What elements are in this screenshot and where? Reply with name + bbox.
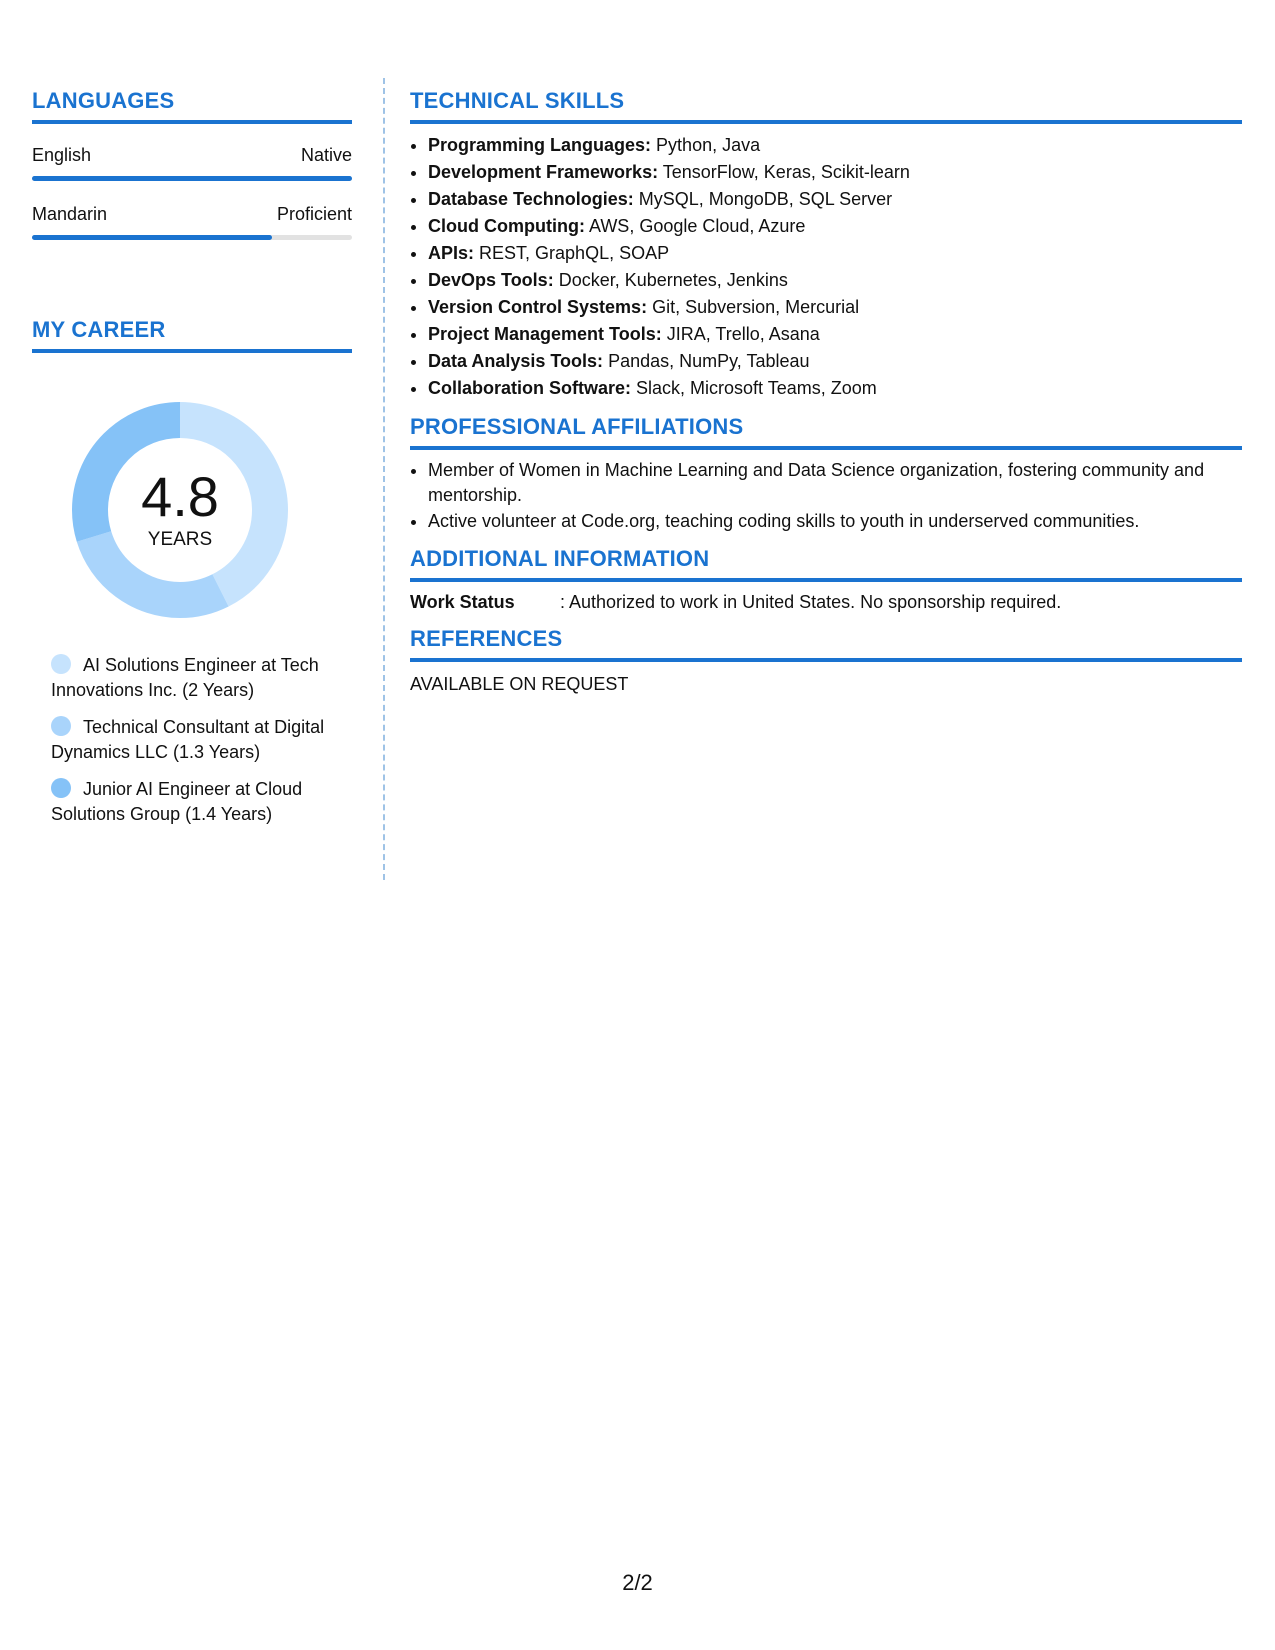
skill-value: Git, Subversion, Mercurial — [652, 297, 860, 317]
skill-value: REST, GraphQL, SOAP — [479, 243, 670, 263]
skill-label: APIs: — [428, 243, 475, 263]
skill-label: Project Management Tools: — [428, 324, 662, 344]
references-section — [410, 626, 1242, 696]
skill-item — [428, 321, 1242, 348]
language-level: Proficient — [276, 204, 352, 224]
skill-value: MySQL, MongoDB, SQL Server — [638, 189, 893, 209]
legend-dot-icon — [51, 778, 71, 798]
career-title: MY CAREER — [32, 317, 352, 353]
work-status-value: : Authorized to work in United States. No sponsorship required. — [560, 592, 1062, 612]
skill-item — [428, 348, 1242, 375]
career-legend-label: AI Solutions Engineer at Tech Innovations Inc. (2 Years) — [51, 655, 319, 700]
career-legend-label: Junior AI Engineer at Cloud Solutions Group (1.4 Years) — [51, 779, 303, 824]
skill-value: JIRA, Trello, Asana — [666, 324, 820, 344]
skill-label: Collaboration Software: — [428, 378, 632, 398]
skill-label: Data Analysis Tools: — [428, 351, 604, 371]
skill-label: Version Control Systems: — [428, 297, 648, 317]
career-legend-item — [51, 653, 351, 703]
language-level: Native — [300, 145, 352, 165]
skill-item — [428, 186, 1242, 213]
affiliation-item: • Member of Women in Machine Learning and Data Science organization, fostering community and mentorship. — [428, 458, 1242, 508]
work-status-label: Work Status — [410, 592, 515, 612]
affiliations-section — [410, 414, 1242, 534]
affiliation-item: • Active volunteer at Code.org, teaching coding skills to youth in underserved communities. — [428, 509, 1242, 534]
skill-value: AWS, Google Cloud, Azure — [588, 216, 806, 236]
technical-skills-title: TECHNICAL SKILLS — [410, 88, 1242, 124]
career-legend-label: Technical Consultant at Digital Dynamics LLC (1.3 Years) — [51, 717, 325, 762]
language-name: English — [32, 145, 92, 165]
skill-item — [428, 375, 1242, 402]
skill-label: Database Technologies: — [428, 189, 634, 209]
career-legend-item — [51, 777, 351, 827]
technical-skills-list — [410, 132, 1242, 402]
language-item — [32, 144, 352, 181]
skill-label: Cloud Computing: — [428, 216, 585, 236]
work-status-row — [410, 590, 1242, 614]
skill-value: Docker, Kubernetes, Jenkins — [558, 270, 788, 290]
career-total-unit: YEARS — [147, 529, 213, 550]
languages-title: LANGUAGES — [32, 88, 352, 124]
skill-value: Python, Java — [656, 135, 761, 155]
career-legend — [51, 653, 351, 827]
career-total-value: 4.8 — [141, 465, 219, 528]
language-proficiency-bar — [32, 176, 352, 181]
references-text: AVAILABLE ON REQUEST — [410, 674, 629, 694]
skill-value: Slack, Microsoft Teams, Zoom — [636, 378, 877, 398]
skill-item — [428, 159, 1242, 186]
page-number: 2/2 — [622, 1570, 653, 1595]
affiliations-list — [410, 458, 1242, 534]
left-column — [32, 88, 352, 839]
language-proficiency-fill — [32, 176, 352, 181]
legend-dot-icon — [51, 654, 71, 674]
affiliations-title: PROFESSIONAL AFFILIATIONS — [410, 414, 1242, 450]
language-name: Mandarin — [32, 204, 108, 224]
career-legend-item — [51, 715, 351, 765]
skill-item — [428, 294, 1242, 321]
additional-info-section — [410, 546, 1242, 614]
right-column — [410, 88, 1242, 696]
skill-item — [428, 213, 1242, 240]
skill-item — [428, 240, 1242, 267]
language-item — [32, 203, 352, 240]
column-divider — [383, 78, 385, 880]
skill-value: TensorFlow, Keras, Scikit-learn — [662, 162, 910, 182]
skill-item — [428, 132, 1242, 159]
skill-label: Development Frameworks: — [428, 162, 659, 182]
references-title: REFERENCES — [410, 626, 1242, 662]
skill-item — [428, 267, 1242, 294]
skill-label: DevOps Tools: — [428, 270, 554, 290]
career-donut-chart — [65, 395, 295, 625]
skill-value: Pandas, NumPy, Tableau — [608, 351, 810, 371]
language-proficiency-fill — [32, 235, 272, 240]
legend-dot-icon — [51, 716, 71, 736]
skill-label: Programming Languages: — [428, 135, 652, 155]
language-proficiency-bar — [32, 235, 352, 240]
additional-info-title: ADDITIONAL INFORMATION — [410, 546, 1242, 582]
